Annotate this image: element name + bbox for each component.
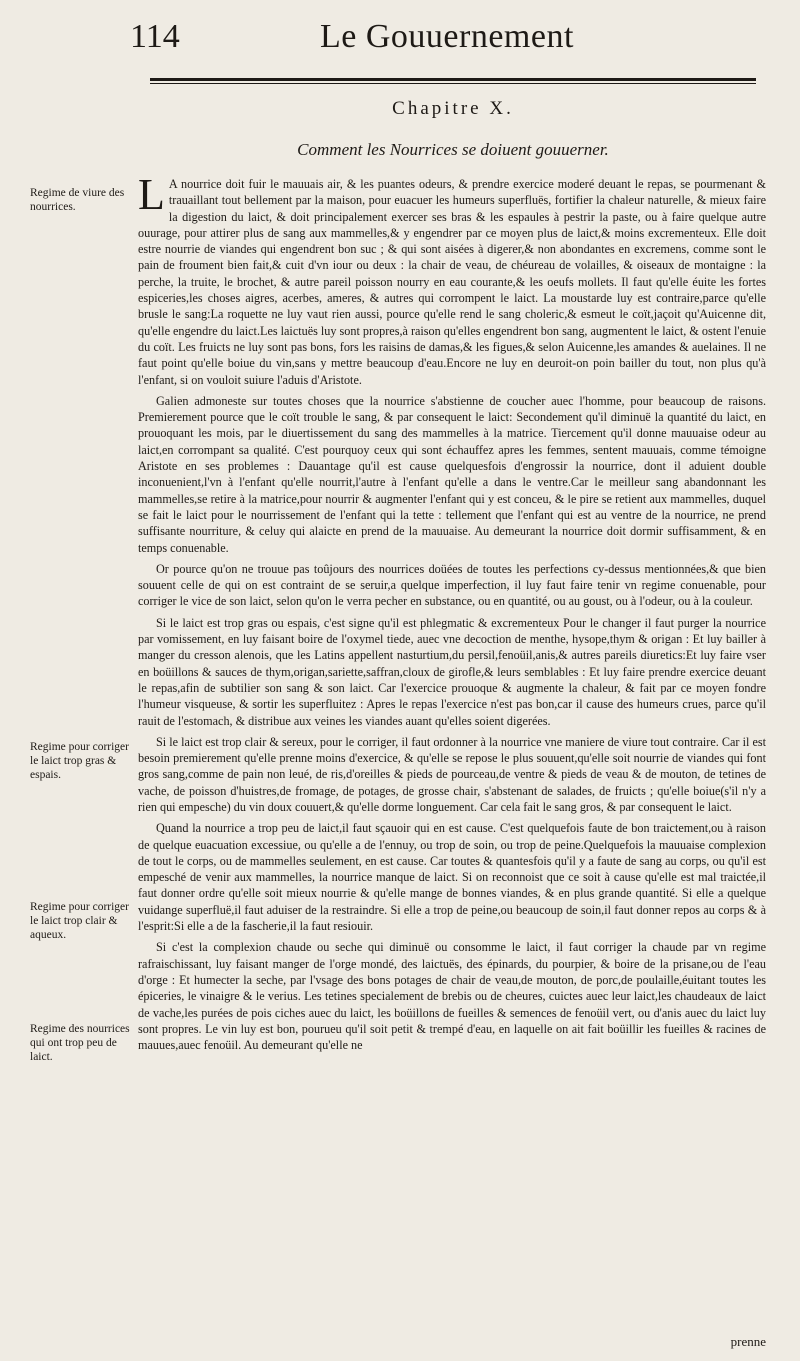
margin-note-3: Regime pour corriger le laict trop clair & aqueux. (30, 901, 129, 941)
chapter-title: Chapitre X. (392, 98, 514, 119)
paragraph-3: Or pource qu'on ne trouue pas toûjours des nourrices doüées de toutes les perfections cy-dessus mentionnées,& que bien souuent celle de qui on est contraint de se seruir,a quelque imperfection, il luy faut faire tenir vn regime conuenable, pour corriger le vice de son laict, selon qu'on le verra pecher en substance, ou en quantité, ou au goust, ou à l'odeur, ou à la couleur. (138, 561, 766, 609)
chapter-body (138, 170, 766, 1058)
header-rule (150, 78, 756, 84)
paragraph-7: Si c'est la complexion chaude ou seche qui diminuë ou consomme le laict, il faut corriger la chaude par vn regime rafraischissant, luy faisant manger de l'orge mondé, des laictuës, des épinards, du pourpier, & boire de la prisane,ou de l'eau d'orge : Et humecter la seche, par l'vsage des bons potages de chair de veau,de mouton, de porc,de poulaille,éuitant toutes les épiceries, le vinaigre & le verius. Les tetines specialement de brebis ou de cheures, cuictes auec leur laict,les chaudeaux de laict de vache,les purées de pois ciches auec du laict, les boüillons de fueilles & semences de fenoüil vert, ou d'anis auec du laict luy sont propres. Le vin luy est bon, pourueu qu'il soit petit & trempé d'eau, en laquelle on ait fait boüillir les fueilles & racines de mauues,auec fenoüil. Au demeurant qu'elle ne (138, 940, 766, 1053)
running-title: Le Gouuernement (320, 18, 574, 55)
paragraph-1-text: A nourrice doit fuir le mauuais air, & les puantes odeurs, & prendre exercice moderé deuant le repas, se pourmenant & trauaillant tout bellement par la maison, pour euacuer les humeurs superfluës, fortifier la chaleur naturelle, & mieux faire la digestion du laict, & doit principalement exercer ses bras & les espaules à pestrir la paste, ou à faire quelque autre ouurage, pour attirer plus de sang aux mammelles,& y engendrer par ce moyen plus de laict,& moins excrementeux. Elle doit estre nourrie de viandes qui engendrent bon suc ; & qui sont aisées à digerer,& non abondantes en excremens, comme sont le pain de froument bien fait,& cuit d'vn iour ou deux : la chair de veau, de chéureau de volailles, & oiseaux de montaigne : la perche, la truite, le brochet, & autre pareil poisson nourry en eau courante,& les oeufs mollets. Il faut qu'elle éuite les fortes espiceries,les choses aigres, acerbes, ameres, & autres qui corrompent le laict. La moustarde luy est contraire,parce qu'elle brusle le sang:La roquette ne luy vaut rien aussi, pource qu'elle rend le sang choleric,& esmeut le coït,jaçoit qu'Auicenne dit, qu'elle engendre du laict.Les laictuës luy sont propres,à raison qu'elles engendrent bon sang, augmentent le laict, & ostent l'enuie du coït. Les fruicts ne luy sont pas bons, fors les raisins de damas,& les figues,& selon Auicenne,les amandes & auelaines. Il ne faut point qu'elle boiue du vin,sans y mettre beaucoup d'eau.Encore ne luy en deuroit-on poin bailler du tout, non plus qu'à l'enfant, si on vouloit suiure l'aduis d'Aristote. (138, 177, 766, 387)
margin-note-4: Regime des nourrices qui ont trop peu de laict. (30, 1023, 130, 1063)
margin-note-1: Regime de viure des nourrices. (30, 187, 125, 213)
margin-note-2: Regime pour corriger le laict trop gras & espais. (30, 741, 129, 781)
catchword: prenne (730, 1334, 766, 1349)
paragraph-5: Si le laict est trop clair & sereux, pour le corriger, il faut ordonner à la nourrice vne maniere de viure tout contraire. Car il est besoin premierement qu'elle prenne moins d'exercice, & qu'elle se repose le plus souuent,qu'elle soit nourrie de viandes qui font gros sang,comme de pain non leué, de ris,d'oreilles & pieds de pourceau,de ventre & pieds de veau & de mouton, de tetines de vache, de poisson d'huistres,de fromage, de potages, de grosse chair, s'abstenant de salades, de fruicts ; qu'elle boiue(s'il n'y a rien qui empesche) du vin doux couuert,& qu'elle dorme longuement. Car cela fait le sang gros, & par consequent le laict. (138, 734, 766, 814)
chapter-subtitle: Comment les Nourrices se doiuent gouuerner. (297, 140, 609, 159)
paragraph-4: Si le laict est trop gras ou espais, c'est signe qu'il est phlegmatic & excrementeux Pour le changer il faut purger la nourrice par vomissement, en luy faisant boire de l'oxymel tiede, auec vne decoction de menthe, hysope,thym & origan : Et luy bailler à manger du cresson alenois, que les Latins appellent nasturtium,du persil,fenoüil,anis,& autres pareils diuretics:Et luy faire vser en boüillons & sauces de thym,origan,sariette,saffran,cloux de girofle,& leurs semblables : Et luy faire prendre exercice deuant le repas,afin de subtilier son sang & son laict. Car l'exercice prouoque & augmente la chaleur, & fait par ce moyen fondre l'humeur visqueuse, & sortir les superfluitez : Apres le repas l'exercice n'est pas bon,car il cause des humeurs crues, parce qu'il rauit de l'estomach, & distribue aux veines les viandes auant qu'elles soient digerées. (138, 615, 766, 728)
page-number: 114 (130, 18, 180, 55)
paragraph-2: Galien admoneste sur toutes choses que la nourrice s'abstienne de coucher auec l'homme, pour beaucoup de raisons. Premierement pource que le coït trouble le sang, & par consequent le laict: Secondement qu'il diminuë la quantité du laict, en prouoquant les mois, par le diuertissement du sang des mammelles à la matrice. Tiercement qu'il donne mauuaise odeur au laict,en corrompant sa qualité. C'est pourquoy ceux qui sont échauffez apres les femmes, sentent mauuais, comme témoigne Aristote en ses problemes : Dauantage qu'il est cause quelquesfois d'engrossir la nourrice, dont il aduient double inconuenient,l'vn à l'enfant qu'elle nourrit,l'autre à l'enfant qu'elle a dans le ventre.Car le meilleur sang abandonnant les mammelles,se retire à la matrice,pour nourrir & augmenter l'enfant qui y est conceu, & le pire se retient aux mammelles, duquel se fait le laict pour le nourrissement de l'enfant qui la tette : tellement que l'enfant qui est au ventre de la nourrice, ne prend suffisante nourriture, & celuy qui alaicte en prend de la mauuaise. Au demeurant la nourrice doit dormir suffisamment, & en temps conuenable. (138, 393, 766, 555)
page-header (130, 12, 770, 68)
paragraph-6: Quand la nourrice a trop peu de laict,il faut sçauoir qui en est cause. C'est quelquefois faute de bon traictement,ou à raison de quelque euacuation excessiue, ou qu'elle a de l'ennuy, ou trop de soin, ou trop de peine.Quelquefois la mauuaise complexion de tout le corps, ou de mammelles seulement, en est cause. Car toutes & quantesfois qu'il y a faute de sang au corps, ou qu'il est empesché de venir aux mammelles, la nourrice manque de laict. Si on reconnoist que ce soit à cause qu'elle est mal traictée,il faut donner ordre qu'elle soit mieux nourrie & qu'elle mange de bonnes viandes, & en plus grande quantité. Si elle a quelque vuidange superfluë,il faut aduiser de la restraindre. Si elle a trop de peine,ou beaucoup de soin,il faut donner repos au corps & à l'esprit:Si elle a de la fascherie,il la faut resiouir. (138, 821, 766, 934)
paragraph-1 (138, 170, 766, 388)
drop-cap: L (138, 170, 165, 219)
